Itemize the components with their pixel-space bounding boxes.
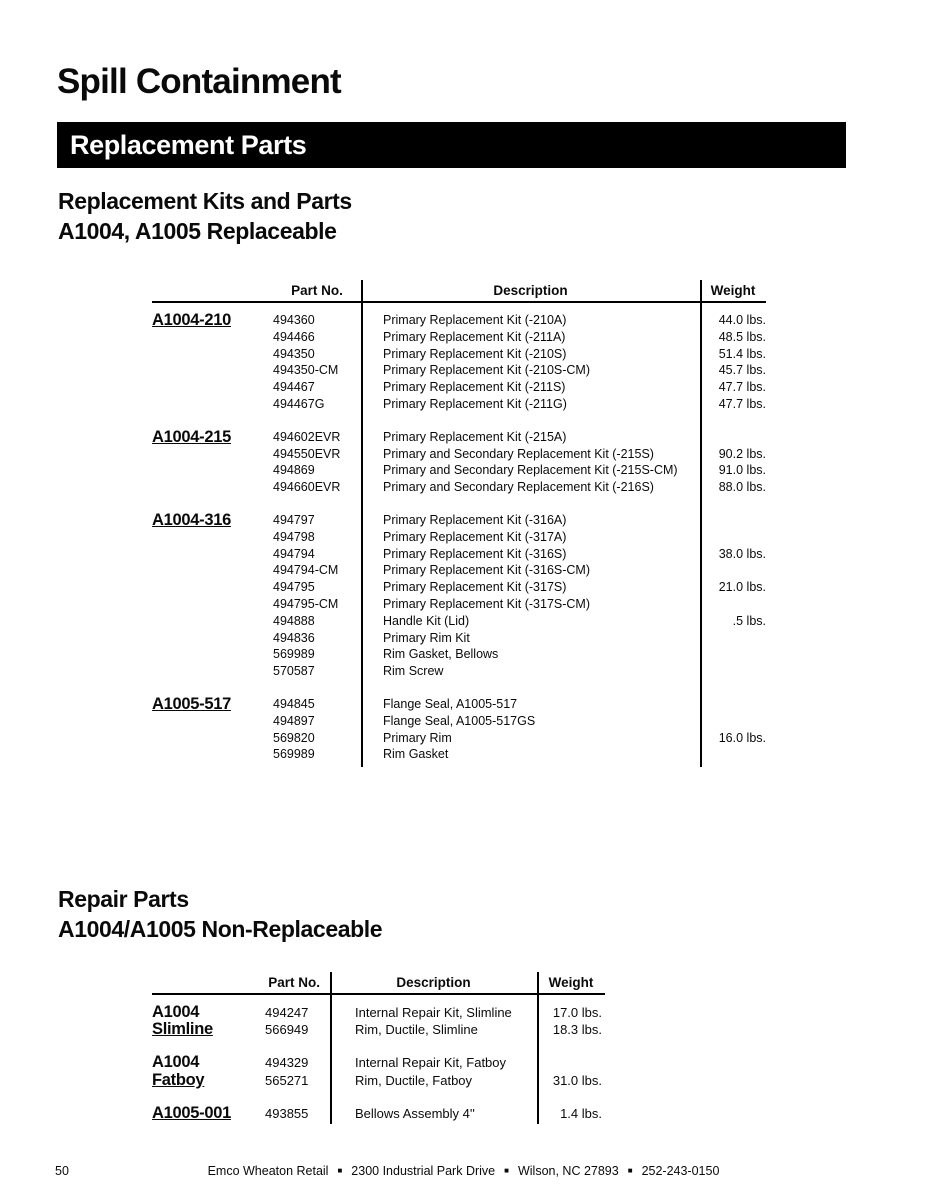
part-number: 494329 — [265, 1055, 309, 1071]
part-weight: .5 lbs. — [732, 613, 766, 628]
section1-heading-line1: Replacement Kits and Parts — [58, 188, 352, 214]
table-row — [273, 730, 766, 747]
page-footer — [0, 1164, 927, 1178]
part-description: Primary and Secondary Replacement Kit (-215S) — [383, 446, 654, 461]
part-description: Rim Gasket — [383, 747, 449, 762]
part-weight: 1.4 lbs. — [560, 1105, 602, 1121]
page-title: Spill Containment — [57, 62, 341, 101]
part-number: 494602EVR — [273, 429, 341, 444]
column-header-part: Part No. — [268, 975, 320, 990]
part-description: Primary Replacement Kit (-317A) — [383, 529, 567, 544]
part-weight: 88.0 lbs. — [718, 480, 766, 495]
part-description: Primary Replacement Kit (-317S-CM) — [383, 596, 590, 611]
table-row — [273, 562, 766, 579]
part-weight — [700, 713, 766, 730]
group-label — [152, 1004, 265, 1038]
part-description: Primary Replacement Kit (-211G) — [383, 396, 567, 411]
part-number: 494836 — [273, 630, 315, 645]
part-description: Rim, Ductile, Slimline — [355, 1022, 478, 1038]
part-weight: 16.0 lbs. — [718, 730, 766, 745]
part-number: 566949 — [265, 1022, 309, 1038]
bullet-icon: ■ — [504, 1166, 509, 1175]
bullet-icon: ■ — [337, 1166, 343, 1175]
part-weight: 90.2 lbs. — [718, 446, 766, 461]
replacement-parts-table — [152, 278, 766, 763]
column-divider — [537, 972, 539, 1124]
part-number: 494660EVR — [273, 480, 341, 495]
part-number: 494888 — [273, 613, 315, 628]
parts-group-a1004-215 — [152, 429, 766, 496]
part-description: Primary Replacement Kit (-316S-CM) — [383, 563, 590, 578]
part-weight — [537, 1054, 605, 1071]
part-weight: 48.5 lbs. — [718, 329, 766, 344]
part-description: Primary Replacement Kit (-317S) — [383, 580, 567, 595]
column-header-weight: Weight — [548, 975, 594, 990]
table-row — [273, 462, 766, 479]
part-description: Rim Screw — [383, 664, 444, 679]
section1-heading-line2: A1004, A1005 Replaceable — [58, 218, 337, 244]
part-number: 494897 — [273, 713, 315, 728]
part-number: 494467 — [273, 380, 315, 395]
group-label: A1004-316 — [152, 510, 231, 529]
part-description: Handle Kit (Lid) — [383, 613, 470, 628]
part-description: Primary Replacement Kit (-210S) — [383, 346, 567, 361]
section-banner — [57, 122, 846, 168]
table-header-row — [152, 278, 766, 303]
group-label: A1004-210 — [152, 311, 231, 329]
section1-heading — [58, 186, 352, 246]
parts-group-a1005-517 — [152, 696, 766, 763]
part-description: Primary Replacement Kit (-316A) — [383, 512, 567, 527]
part-description: Primary Replacement Kit (-211S) — [383, 380, 566, 395]
street-address: 2300 Industrial Park Drive — [351, 1164, 496, 1178]
group-label: A1004-215 — [152, 427, 231, 446]
part-weight: 31.0 lbs. — [552, 1072, 602, 1088]
table-row — [273, 312, 766, 329]
company-address-line — [0, 1164, 927, 1178]
table-row — [265, 1105, 605, 1122]
part-number: 494350-CM — [273, 363, 339, 378]
part-description: Primary Rim Kit — [383, 630, 470, 645]
table-body — [152, 303, 766, 763]
part-number: 494795-CM — [273, 596, 339, 611]
group-label-line1: A1005-001 — [152, 1103, 231, 1122]
part-number: 494794-CM — [273, 563, 339, 578]
section2-heading-line1: Repair Parts — [58, 886, 189, 912]
part-description: Primary Replacement Kit (-211A) — [383, 329, 566, 344]
part-weight — [700, 429, 766, 446]
part-description: Primary Rim — [383, 730, 452, 745]
part-weight: 47.7 lbs. — [718, 380, 766, 395]
part-number: 494794 — [273, 546, 315, 561]
group-label-line2: Fatboy — [152, 1070, 205, 1089]
part-weight: 21.0 lbs. — [718, 580, 766, 595]
column-header-description: Description — [396, 975, 471, 990]
part-weight: 17.0 lbs. — [552, 1005, 602, 1020]
part-weight: 38.0 lbs. — [718, 546, 766, 561]
table-row — [273, 329, 766, 346]
table-row — [273, 362, 766, 379]
part-number: 569820 — [273, 730, 315, 745]
part-number: 494869 — [273, 463, 315, 478]
table-row — [273, 429, 766, 446]
part-weight — [700, 646, 766, 663]
table-row — [273, 346, 766, 363]
part-weight — [700, 512, 766, 529]
part-description: Primary Replacement Kit (-316S) — [383, 546, 567, 561]
table-row — [273, 379, 766, 396]
part-number: 494795 — [273, 580, 315, 595]
table-row — [265, 1004, 605, 1021]
column-divider — [330, 972, 332, 1124]
part-description: Bellows Assembly 4'' — [355, 1105, 475, 1121]
part-weight — [700, 562, 766, 579]
part-number: 494798 — [273, 529, 315, 544]
parts-group-a1004-210 — [152, 312, 766, 413]
table-row — [273, 630, 766, 647]
table-row — [273, 713, 766, 730]
column-header-description: Description — [493, 283, 568, 298]
part-description: Primary Replacement Kit (-215A) — [383, 429, 567, 444]
table-row — [265, 1021, 605, 1038]
part-number: 569989 — [273, 747, 315, 762]
part-number: 494845 — [273, 696, 315, 711]
table-row — [273, 479, 766, 496]
table-row — [273, 746, 766, 763]
part-weight — [700, 663, 766, 680]
table-row — [273, 446, 766, 463]
part-description: Rim, Ductile, Fatboy — [355, 1072, 473, 1088]
part-number: 494467G — [273, 396, 325, 411]
table-row — [265, 1054, 605, 1071]
column-header-part: Part No. — [291, 283, 343, 298]
repair-parts-table — [152, 970, 605, 1122]
column-header-weight: Weight — [710, 283, 756, 298]
table-row — [273, 646, 766, 663]
part-number: 569989 — [273, 647, 315, 662]
city-state-zip: Wilson, NC 27893 — [517, 1164, 619, 1178]
column-divider — [361, 280, 363, 767]
part-description: Rim Gasket, Bellows — [383, 647, 499, 662]
phone-number: 252-243-0150 — [641, 1164, 720, 1178]
part-number: 565271 — [265, 1072, 309, 1088]
table-row — [273, 596, 766, 613]
banner-label: Replacement Parts — [70, 129, 307, 160]
group-label — [152, 1105, 265, 1122]
column-divider — [700, 280, 702, 767]
table-row — [273, 546, 766, 563]
group-label — [152, 1054, 265, 1088]
group-label-line1: A1004 — [152, 1053, 200, 1072]
table-row — [273, 512, 766, 529]
parts-group-a1004-316 — [152, 512, 766, 680]
part-description: Flange Seal, A1005-517 — [383, 696, 518, 711]
part-weight: 18.3 lbs. — [552, 1022, 602, 1038]
company-name: Emco Wheaton Retail — [207, 1164, 329, 1178]
table-row — [273, 613, 766, 630]
part-description: Primary and Secondary Replacement Kit (-215S-CM) — [383, 463, 678, 478]
part-number: 493855 — [265, 1105, 309, 1121]
part-weight — [700, 596, 766, 613]
part-description: Internal Repair Kit, Fatboy — [355, 1055, 507, 1071]
part-weight: 51.4 lbs. — [718, 346, 766, 361]
group-label-line2: Slimline — [152, 1020, 213, 1039]
table-row — [273, 696, 766, 713]
part-weight: 47.7 lbs. — [718, 396, 766, 411]
part-description: Primary Replacement Kit (-210A) — [383, 313, 567, 327]
part-weight: 45.7 lbs. — [718, 363, 766, 378]
table-row — [273, 396, 766, 413]
part-description: Primary and Secondary Replacement Kit (-216S) — [383, 480, 654, 495]
group-label-line1: A1004 — [152, 1003, 200, 1021]
bullet-icon: ■ — [627, 1166, 633, 1175]
page-number: 50 — [55, 1164, 69, 1178]
table-row — [273, 579, 766, 596]
part-number: 494466 — [273, 329, 315, 344]
part-number: 570587 — [273, 664, 315, 679]
part-weight: 91.0 lbs. — [718, 463, 766, 478]
part-description: Flange Seal, A1005-517GS — [383, 713, 536, 728]
section2-heading — [58, 884, 382, 944]
part-weight — [700, 696, 766, 713]
section2-heading-line2: A1004/A1005 Non-Replaceable — [58, 916, 383, 942]
group-label: A1005-517 — [152, 694, 231, 713]
table-row — [265, 1072, 605, 1089]
part-number: 494550EVR — [273, 446, 341, 461]
part-description: Internal Repair Kit, Slimline — [355, 1005, 512, 1020]
table-row — [273, 663, 766, 680]
part-number: 494797 — [273, 512, 315, 527]
part-weight — [700, 529, 766, 546]
part-weight: 44.0 lbs. — [718, 313, 766, 327]
part-weight — [700, 630, 766, 647]
part-number: 494247 — [265, 1005, 309, 1020]
part-description: Primary Replacement Kit (-210S-CM) — [383, 363, 590, 378]
table-row — [273, 529, 766, 546]
part-number: 494350 — [273, 346, 315, 361]
part-number: 494360 — [273, 313, 315, 327]
part-weight — [700, 746, 766, 763]
